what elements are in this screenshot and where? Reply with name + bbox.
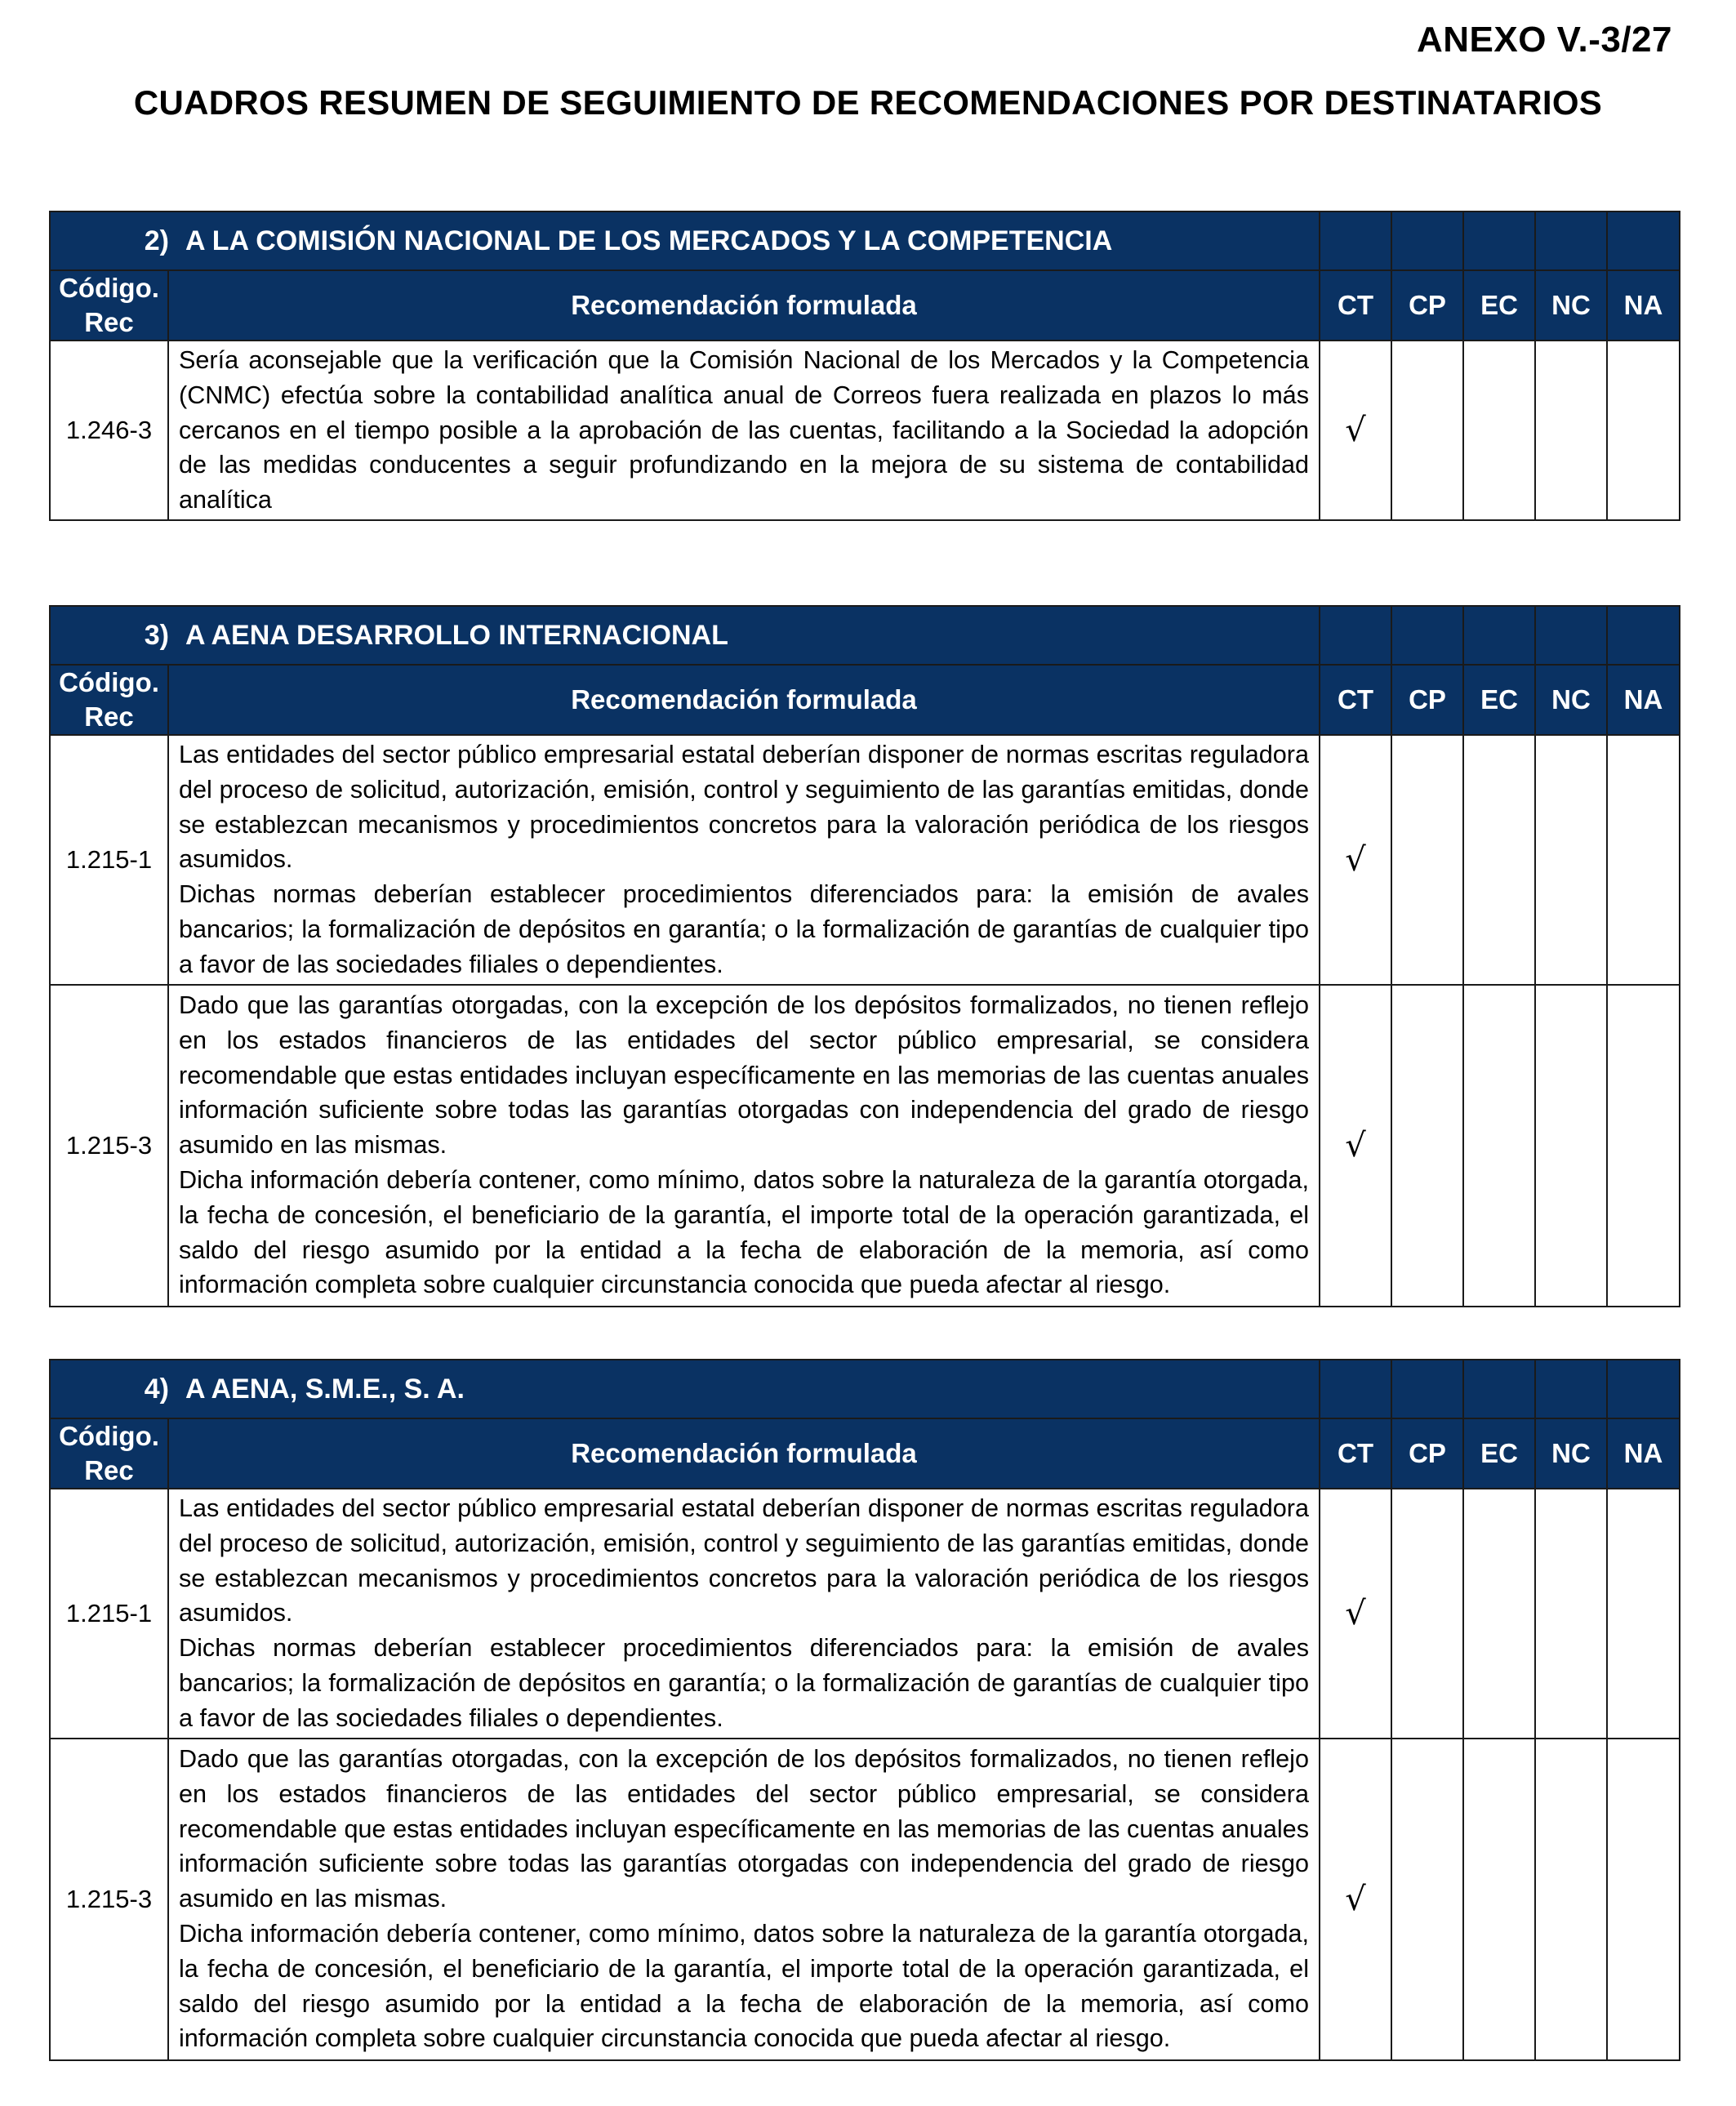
section-header-row xyxy=(50,606,1680,665)
recommendation-code: 1.215-1 xyxy=(50,1489,168,1739)
na-column-header: NA xyxy=(1607,270,1680,341)
column-header-row xyxy=(50,270,1680,341)
section-table-2 xyxy=(49,211,1680,521)
ec-column-header: EC xyxy=(1463,1418,1535,1489)
nc-column-header: NC xyxy=(1535,1418,1607,1489)
section-number: 3) xyxy=(144,619,169,651)
recommendation-code: 1.215-1 xyxy=(50,735,168,985)
recommendation-code: 1.246-3 xyxy=(50,341,168,520)
section-header-row xyxy=(50,211,1680,270)
recommendation-code: 1.215-3 xyxy=(50,985,168,1307)
check-icon: √ xyxy=(1320,341,1391,520)
ct-column-header: CT xyxy=(1320,1418,1391,1489)
na-column-header: NA xyxy=(1607,1418,1680,1489)
nc-column-header: NC xyxy=(1535,270,1607,341)
recommendation-column-header: Recomendación formulada xyxy=(168,665,1320,735)
table-row xyxy=(50,341,1680,520)
recommendation-column-header: Recomendación formulada xyxy=(168,270,1320,341)
section-title-cell xyxy=(50,1360,1320,1418)
nc-column-header: NC xyxy=(1535,665,1607,735)
section-title: A AENA DESARROLLO INTERNACIONAL xyxy=(185,619,728,651)
column-header-row xyxy=(50,1418,1680,1489)
section-title-cell xyxy=(50,211,1320,270)
recommendation-text: Sería aconsejable que la verificación que la Comisión Nacional de los Mercados y la Competencia (CNMC) efectúa sobre la contabilidad analítica anual de Correos fuera realizada en plazos lo más cercanos en el tiempo posible a la aprobación de las cuentas, facilitando a la Sociedad la adopción de las medidas conducentes a seguir profundizando en la mejora de su sistema de contabilidad analítica xyxy=(168,341,1320,520)
recommendation-code: 1.215-3 xyxy=(50,1739,168,2060)
annex-label: ANEXO V.-3/27 xyxy=(1416,20,1672,60)
check-icon: √ xyxy=(1320,735,1391,985)
section-title: A AENA, S.M.E., S. A. xyxy=(185,1373,465,1405)
code-column-header: Código. Rec xyxy=(50,1418,168,1489)
ec-column-header: EC xyxy=(1463,665,1535,735)
section-title-cell xyxy=(50,606,1320,665)
code-column-header: Código. Rec xyxy=(50,665,168,735)
section-table-4 xyxy=(49,1359,1680,2061)
recommendation-text: Las entidades del sector público empresarial estatal deberían disponer de normas escritas reguladora del proceso de solicitud, autorización, emisión, control y seguimiento de las garantías emitidas, donde se establezcan mecanismos y procedimientos concretos para la valoración periódica de los riesgos asumidos. Dichas normas deberían establecer procedimientos diferenciados para: la emisión de avales bancarios; la formalización de depósitos en garantía; o la formalización de garantías de cualquier tipo a favor de las sociedades filiales o dependientes. xyxy=(168,735,1320,985)
check-icon: √ xyxy=(1320,1489,1391,1739)
column-header-row xyxy=(50,665,1680,735)
ct-column-header: CT xyxy=(1320,665,1391,735)
table-row xyxy=(50,735,1680,985)
section-header-row xyxy=(50,1360,1680,1418)
code-column-header: Código. Rec xyxy=(50,270,168,341)
table-row xyxy=(50,1489,1680,1739)
check-icon: √ xyxy=(1320,985,1391,1307)
ec-column-header: EC xyxy=(1463,270,1535,341)
check-icon: √ xyxy=(1320,1739,1391,2060)
recommendation-text: Dado que las garantías otorgadas, con la excepción de los depósitos formalizados, no tienen reflejo en los estados financieros de las entidades del sector público empresarial, se considera recomendable que estas entidades incluyan específicamente en las memorias de las cuentas anuales información suficiente sobre todas las garantías otorgadas con independencia del grado de riesgo asumido en las mismas. Dicha información debería contener, como mínimo, datos sobre la naturaleza de la garantía otorgada, la fecha de concesión, el beneficiario de la garantía, el importe total de la operación garantizada, el saldo del riesgo asumido por la entidad a la fecha de elaboración de la memoria, así como información completa sobre cualquier circunstancia conocida que pueda afectar al riesgo. xyxy=(168,985,1320,1307)
section-number: 4) xyxy=(144,1373,169,1405)
ct-column-header: CT xyxy=(1320,270,1391,341)
recommendation-text: Dado que las garantías otorgadas, con la excepción de los depósitos formalizados, no tienen reflejo en los estados financieros de las entidades del sector público empresarial, se considera recomendable que estas entidades incluyan específicamente en las memorias de las cuentas anuales información suficiente sobre todas las garantías otorgadas con independencia del grado de riesgo asumido en las mismas. Dicha información debería contener, como mínimo, datos sobre la naturaleza de la garantía otorgada, la fecha de concesión, el beneficiario de la garantía, el importe total de la operación garantizada, el saldo del riesgo asumido por la entidad a la fecha de elaboración de la memoria, así como información completa sobre cualquier circunstancia conocida que pueda afectar al riesgo. xyxy=(168,1739,1320,2060)
page-title: CUADROS RESUMEN DE SEGUIMIENTO DE RECOMENDACIONES POR DESTINATARIOS xyxy=(133,83,1603,122)
cp-column-header: CP xyxy=(1391,270,1463,341)
cp-column-header: CP xyxy=(1391,665,1463,735)
table-row xyxy=(50,1739,1680,2060)
na-column-header: NA xyxy=(1607,665,1680,735)
section-title: A LA COMISIÓN NACIONAL DE LOS MERCADOS Y LA COMPETENCIA xyxy=(185,225,1113,256)
section-number: 2) xyxy=(144,225,169,256)
recommendation-text: Las entidades del sector público empresarial estatal deberían disponer de normas escritas reguladora del proceso de solicitud, autorización, emisión, control y seguimiento de las garantías emitidas, donde se establezcan mecanismos y procedimientos concretos para la valoración periódica de los riesgos asumidos. Dichas normas deberían establecer procedimientos diferenciados para: la emisión de avales bancarios; la formalización de depósitos en garantía; o la formalización de garantías de cualquier tipo a favor de las sociedades filiales o dependientes. xyxy=(168,1489,1320,1739)
recommendation-column-header: Recomendación formulada xyxy=(168,1418,1320,1489)
section-table-3 xyxy=(49,605,1680,1307)
cp-column-header: CP xyxy=(1391,1418,1463,1489)
table-row xyxy=(50,985,1680,1307)
